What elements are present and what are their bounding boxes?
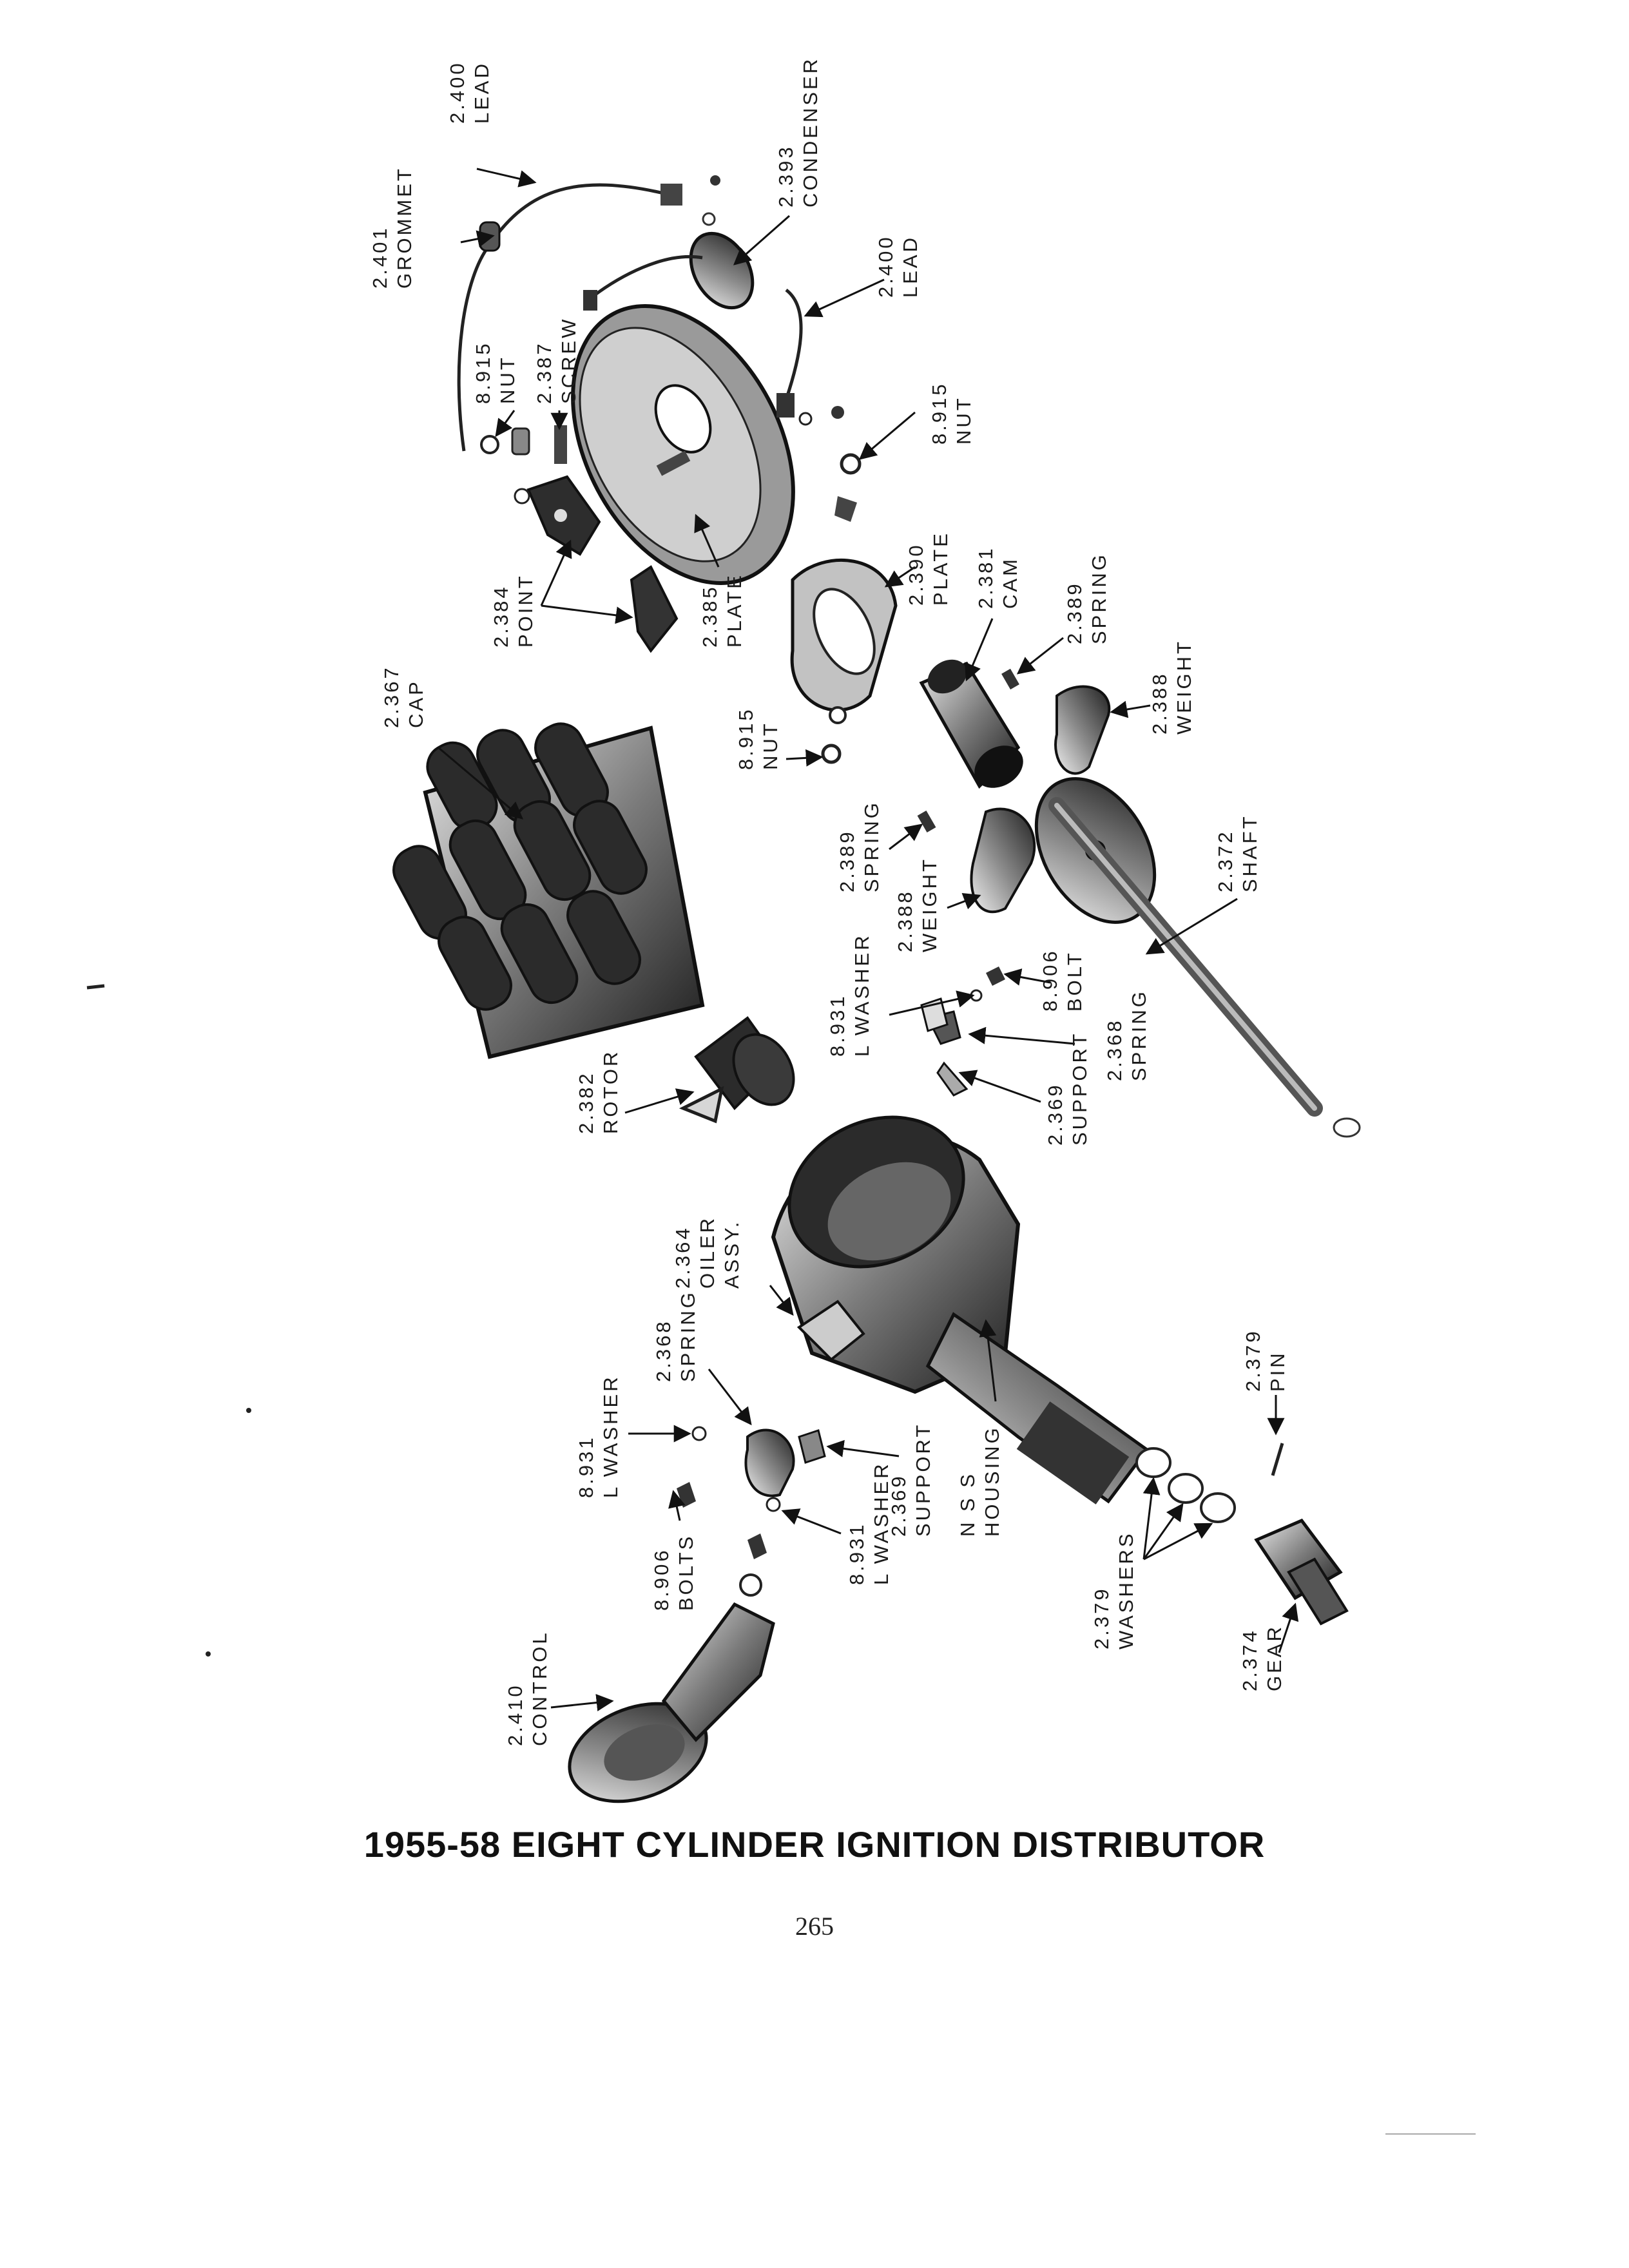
stray-dot <box>206 1651 211 1657</box>
svg-text:8.931: 8.931 <box>826 994 849 1057</box>
label-2400-lead-right <box>874 235 921 298</box>
label-2388-weight-upper <box>1148 639 1195 735</box>
svg-text:2.385: 2.385 <box>699 584 721 648</box>
svg-text:NUT: NUT <box>496 355 519 404</box>
label-2368-spring-upper <box>1103 989 1150 1081</box>
svg-text:WEIGHT: WEIGHT <box>1173 639 1195 735</box>
svg-text:2.387: 2.387 <box>533 341 555 404</box>
svg-text:2.389: 2.389 <box>836 829 858 892</box>
svg-text:CAP: CAP <box>405 679 427 728</box>
svg-text:2.381: 2.381 <box>974 546 997 609</box>
svg-text:2.400: 2.400 <box>874 235 897 298</box>
svg-text:8.906: 8.906 <box>1039 948 1061 1012</box>
svg-text:SUPPORT: SUPPORT <box>912 1422 934 1537</box>
label-2389-spring-lower <box>836 800 883 892</box>
label-2379-washers <box>1090 1531 1137 1649</box>
label-8931-washer-lower <box>845 1461 892 1585</box>
svg-text:2.368: 2.368 <box>652 1319 675 1382</box>
svg-text:8.931: 8.931 <box>575 1435 597 1498</box>
svg-text:2.389: 2.389 <box>1063 581 1086 644</box>
label-8931-washer-left <box>575 1374 622 1498</box>
svg-text:CONDENSER: CONDENSER <box>799 56 822 207</box>
svg-text:L WASHER: L WASHER <box>870 1461 892 1585</box>
svg-text:2.369: 2.369 <box>887 1474 910 1537</box>
svg-text:PIN: PIN <box>1266 1350 1289 1392</box>
label-2372-shaft <box>1214 814 1261 892</box>
svg-text:2.400: 2.400 <box>446 61 468 124</box>
svg-text:2.388: 2.388 <box>1148 671 1171 735</box>
label-8906-bolt <box>1039 948 1086 1012</box>
svg-text:2.382: 2.382 <box>575 1071 597 1134</box>
support-spring-upper-illustration <box>921 966 1005 1095</box>
label-2393-condenser <box>775 57 822 207</box>
label-2388-weight-lower <box>894 857 941 952</box>
svg-text:CONTROL: CONTROL <box>528 1630 551 1746</box>
label-8931-washer-upper <box>826 933 873 1057</box>
label-2367-cap <box>380 665 427 728</box>
support-spring-lower-illustration <box>677 1427 825 1559</box>
svg-text:SUPPORT: SUPPORT <box>1068 1031 1091 1146</box>
label-2389-spring-upper <box>1063 552 1110 644</box>
svg-text:BOLT: BOLT <box>1063 950 1086 1012</box>
svg-text:LEAD: LEAD <box>470 61 493 124</box>
svg-text:2.384: 2.384 <box>490 584 512 648</box>
label-2368-spring-lower <box>652 1290 699 1382</box>
washers-gear-illustration <box>1137 1443 1347 1624</box>
label-2387-screw <box>533 317 580 404</box>
svg-text:PLATE: PLATE <box>929 531 952 606</box>
label-2382-rotor <box>575 1050 622 1134</box>
svg-text:WASHERS: WASHERS <box>1115 1531 1137 1649</box>
svg-text:LEAD: LEAD <box>899 235 921 298</box>
svg-text:OILER: OILER <box>696 1215 718 1289</box>
svg-text:2.367: 2.367 <box>380 665 403 728</box>
svg-text:POINT: POINT <box>514 573 537 648</box>
svg-text:GEAR: GEAR <box>1263 1624 1286 1691</box>
svg-text:2.374: 2.374 <box>1239 1628 1261 1691</box>
label-nss-housing <box>956 1425 1003 1537</box>
label-2410-control <box>504 1630 551 1746</box>
label-2369-support-upper <box>1044 1032 1091 1146</box>
label-2369-support-lower <box>887 1423 934 1537</box>
svg-text:8.906: 8.906 <box>650 1548 673 1611</box>
svg-text:2.379: 2.379 <box>1090 1586 1113 1649</box>
svg-text:NUT: NUT <box>952 396 975 445</box>
svg-text:WEIGHT: WEIGHT <box>918 857 941 952</box>
svg-text:CAM: CAM <box>999 557 1021 609</box>
condenser-illustration <box>583 222 765 318</box>
svg-text:8.915: 8.915 <box>928 381 950 445</box>
rotor-illustration <box>683 1018 805 1121</box>
label-8915-nut-left <box>472 341 519 404</box>
label-2364-oiler-assy <box>671 1216 743 1289</box>
stray-dot <box>246 1408 251 1413</box>
svg-text:SPRING: SPRING <box>1128 989 1150 1081</box>
label-2379-pin <box>1242 1329 1289 1392</box>
svg-text:2.401: 2.401 <box>369 226 391 289</box>
svg-text:SPRING: SPRING <box>1088 552 1110 644</box>
svg-text:2.364: 2.364 <box>671 1225 694 1289</box>
svg-text:2.368: 2.368 <box>1103 1018 1126 1081</box>
label-8915-nut-mid <box>735 707 782 770</box>
svg-text:NUT: NUT <box>759 721 782 770</box>
svg-text:N S S: N S S <box>956 1472 979 1537</box>
svg-text:SCREW: SCREW <box>557 316 580 404</box>
svg-text:2.372: 2.372 <box>1214 829 1237 892</box>
svg-text:GROMMET: GROMMET <box>393 166 416 289</box>
svg-text:8.915: 8.915 <box>735 707 757 770</box>
svg-text:2.410: 2.410 <box>504 1683 526 1746</box>
cam-illustration <box>921 653 1031 796</box>
svg-text:PLATE: PLATE <box>723 573 746 648</box>
label-2400-lead-top <box>446 61 493 124</box>
label-8915-nut-right <box>928 381 975 445</box>
cam-plate-illustration <box>792 560 896 710</box>
svg-text:L WASHER: L WASHER <box>599 1374 622 1498</box>
svg-text:2.390: 2.390 <box>905 543 927 606</box>
svg-text:ASSY.: ASSY. <box>720 1219 743 1289</box>
page-number: 265 <box>795 1912 834 1941</box>
label-2374-gear <box>1239 1624 1286 1691</box>
svg-text:SPRING: SPRING <box>860 800 883 892</box>
svg-text:8.931: 8.931 <box>845 1522 868 1585</box>
svg-text:HOUSING: HOUSING <box>981 1425 1003 1537</box>
label-2390-plate <box>905 531 952 606</box>
svg-text:SPRING: SPRING <box>677 1290 699 1382</box>
svg-text:2.393: 2.393 <box>775 144 797 207</box>
svg-text:BOLTS: BOLTS <box>675 1533 697 1611</box>
shaft-illustration <box>1012 758 1360 1137</box>
svg-text:2.369: 2.369 <box>1044 1082 1066 1146</box>
label-2381-cam <box>974 546 1021 609</box>
svg-text:2.388: 2.388 <box>894 889 916 952</box>
diagram-caption: 1955-58 EIGHT CYLINDER IGNITION DISTRIBUTOR <box>363 1824 1266 1865</box>
svg-text:SHAFT: SHAFT <box>1239 814 1261 892</box>
svg-text:L WASHER: L WASHER <box>851 933 873 1057</box>
label-2401-grommet <box>369 166 416 289</box>
label-2384-point <box>490 573 537 648</box>
label-8906-bolts <box>650 1534 697 1611</box>
svg-text:ROTOR: ROTOR <box>599 1049 622 1134</box>
svg-text:8.915: 8.915 <box>472 341 494 404</box>
stray-mark <box>87 986 104 988</box>
svg-text:2.379: 2.379 <box>1242 1329 1264 1392</box>
distributor-cap-illustration <box>386 716 702 1057</box>
